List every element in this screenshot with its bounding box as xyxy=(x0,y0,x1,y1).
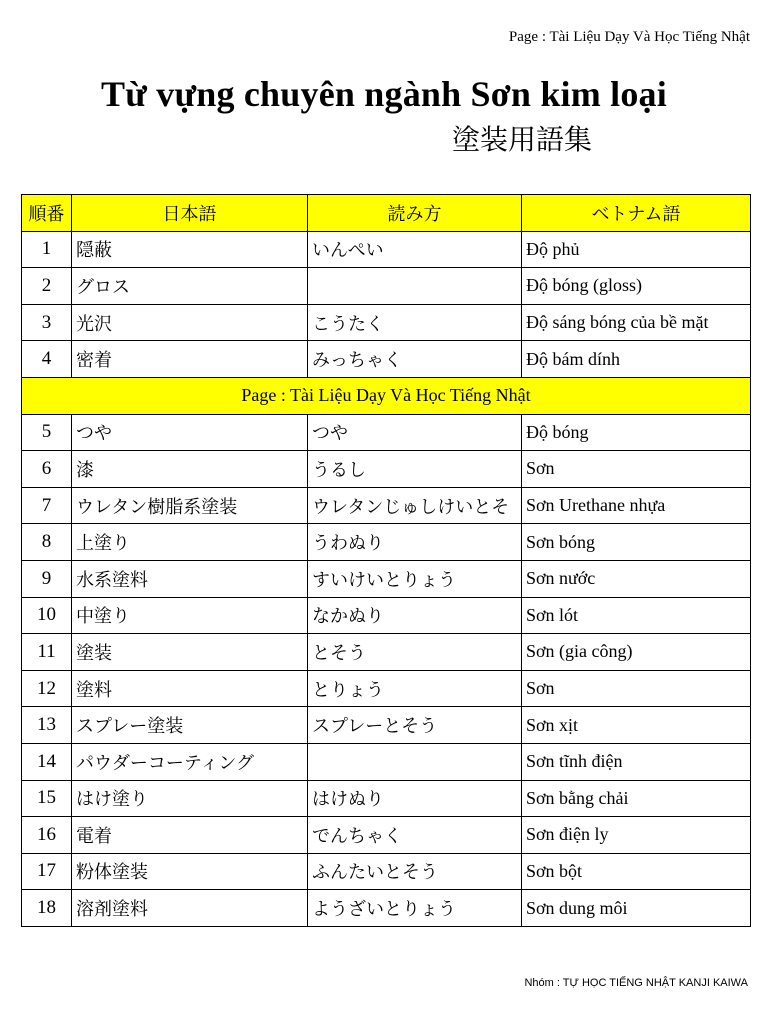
reading: いんぺい xyxy=(308,231,522,268)
reading xyxy=(308,268,522,305)
japanese-term: パウダーコーティング xyxy=(72,743,308,780)
banner-text: Page : Tài Liệu Dạy Và Học Tiếng Nhật xyxy=(22,377,751,414)
vietnamese-term: Sơn bóng xyxy=(522,524,751,561)
reading: うるし xyxy=(308,451,522,488)
japanese-term: 水系塗料 xyxy=(72,560,308,597)
table-body xyxy=(22,231,751,926)
japanese-term: 粉体塗装 xyxy=(72,853,308,890)
japanese-term: スプレー塗装 xyxy=(72,707,308,744)
column-header-vietnamese: ベトナム語 xyxy=(522,195,751,232)
table-row xyxy=(22,304,751,341)
table-row xyxy=(22,853,751,890)
vietnamese-term: Sơn tĩnh điện xyxy=(522,743,751,780)
vietnamese-term: Sơn Urethane nhựa xyxy=(522,487,751,524)
table-row xyxy=(22,634,751,671)
row-number: 4 xyxy=(22,341,72,378)
vietnamese-term: Sơn lót xyxy=(522,597,751,634)
row-number: 12 xyxy=(22,670,72,707)
table-row xyxy=(22,670,751,707)
vocabulary-table xyxy=(21,194,751,927)
page-subtitle: 塗装用語集 xyxy=(452,123,593,156)
reading: とりょう xyxy=(308,670,522,707)
reading: ふんたいとそう xyxy=(308,853,522,890)
vietnamese-term: Sơn (gia công) xyxy=(522,634,751,671)
vietnamese-term: Độ bóng (gloss) xyxy=(522,268,751,305)
column-header-number: 順番 xyxy=(22,195,72,232)
vietnamese-term: Sơn dung môi xyxy=(522,890,751,927)
row-number: 18 xyxy=(22,890,72,927)
row-number: 8 xyxy=(22,524,72,561)
row-number: 15 xyxy=(22,780,72,817)
reading: つや xyxy=(308,414,522,451)
table-row xyxy=(22,743,751,780)
table-row xyxy=(22,707,751,744)
japanese-term: グロス xyxy=(72,268,308,305)
vietnamese-term: Độ bóng xyxy=(522,414,751,451)
japanese-term: 中塗り xyxy=(72,597,308,634)
row-number: 3 xyxy=(22,304,72,341)
table-row xyxy=(22,231,751,268)
row-number: 14 xyxy=(22,743,72,780)
vietnamese-term: Độ bám dính xyxy=(522,341,751,378)
japanese-term: 塗料 xyxy=(72,670,308,707)
japanese-term: 隠蔽 xyxy=(72,231,308,268)
row-number: 9 xyxy=(22,560,72,597)
table-row xyxy=(22,341,751,378)
table-row xyxy=(22,414,751,451)
japanese-term: はけ塗り xyxy=(72,780,308,817)
vietnamese-term: Độ phủ xyxy=(522,231,751,268)
table-row xyxy=(22,524,751,561)
reading xyxy=(308,743,522,780)
reading: スプレーとそう xyxy=(308,707,522,744)
table-row xyxy=(22,268,751,305)
vietnamese-term: Sơn bột xyxy=(522,853,751,890)
reading: ようざいとりょう xyxy=(308,890,522,927)
japanese-term: ウレタン樹脂系塗装 xyxy=(72,487,308,524)
page-title: Từ vựng chuyên ngành Sơn kim loại xyxy=(101,74,667,114)
row-number: 16 xyxy=(22,817,72,854)
table-row xyxy=(22,451,751,488)
japanese-term: 上塗り xyxy=(72,524,308,561)
column-header-reading: 読み方 xyxy=(308,195,522,232)
table-row xyxy=(22,560,751,597)
reading: でんちゃく xyxy=(308,817,522,854)
row-number: 17 xyxy=(22,853,72,890)
banner-row xyxy=(22,377,751,414)
row-number: 2 xyxy=(22,268,72,305)
reading: はけぬり xyxy=(308,780,522,817)
vietnamese-term: Sơn nước xyxy=(522,560,751,597)
table-header-row xyxy=(22,195,751,232)
table-row xyxy=(22,890,751,927)
row-number: 7 xyxy=(22,487,72,524)
row-number: 10 xyxy=(22,597,72,634)
row-number: 13 xyxy=(22,707,72,744)
vietnamese-term: Sơn xyxy=(522,451,751,488)
reading: なかぬり xyxy=(308,597,522,634)
page-header: Page : Tài Liệu Dạy Và Học Tiếng Nhật xyxy=(508,29,750,45)
vietnamese-term: Sơn xyxy=(522,670,751,707)
row-number: 1 xyxy=(22,231,72,268)
vietnamese-term: Sơn bằng chải xyxy=(522,780,751,817)
footer-group-label: Nhóm : TỰ HỌC TIẾNG NHẬT KANJI KAIWA xyxy=(524,977,748,989)
row-number: 5 xyxy=(22,414,72,451)
row-number: 6 xyxy=(22,451,72,488)
table-row xyxy=(22,780,751,817)
japanese-term: 密着 xyxy=(72,341,308,378)
japanese-term: 塗装 xyxy=(72,634,308,671)
japanese-term: 光沢 xyxy=(72,304,308,341)
japanese-term: つや xyxy=(72,414,308,451)
reading: うわぬり xyxy=(308,524,522,561)
japanese-term: 溶剤塗料 xyxy=(72,890,308,927)
reading: とそう xyxy=(308,634,522,671)
vietnamese-term: Sơn xịt xyxy=(522,707,751,744)
reading: みっちゃく xyxy=(308,341,522,378)
table-row xyxy=(22,487,751,524)
column-header-japanese: 日本語 xyxy=(72,195,308,232)
row-number: 11 xyxy=(22,634,72,671)
reading: ウレタンじゅしけいとそ xyxy=(308,487,522,524)
japanese-term: 漆 xyxy=(72,451,308,488)
reading: こうたく xyxy=(308,304,522,341)
table-row xyxy=(22,597,751,634)
vietnamese-term: Độ sáng bóng của bề mặt xyxy=(522,304,751,341)
vietnamese-term: Sơn điện ly xyxy=(522,817,751,854)
reading: すいけいとりょう xyxy=(308,560,522,597)
table-row xyxy=(22,817,751,854)
japanese-term: 電着 xyxy=(72,817,308,854)
